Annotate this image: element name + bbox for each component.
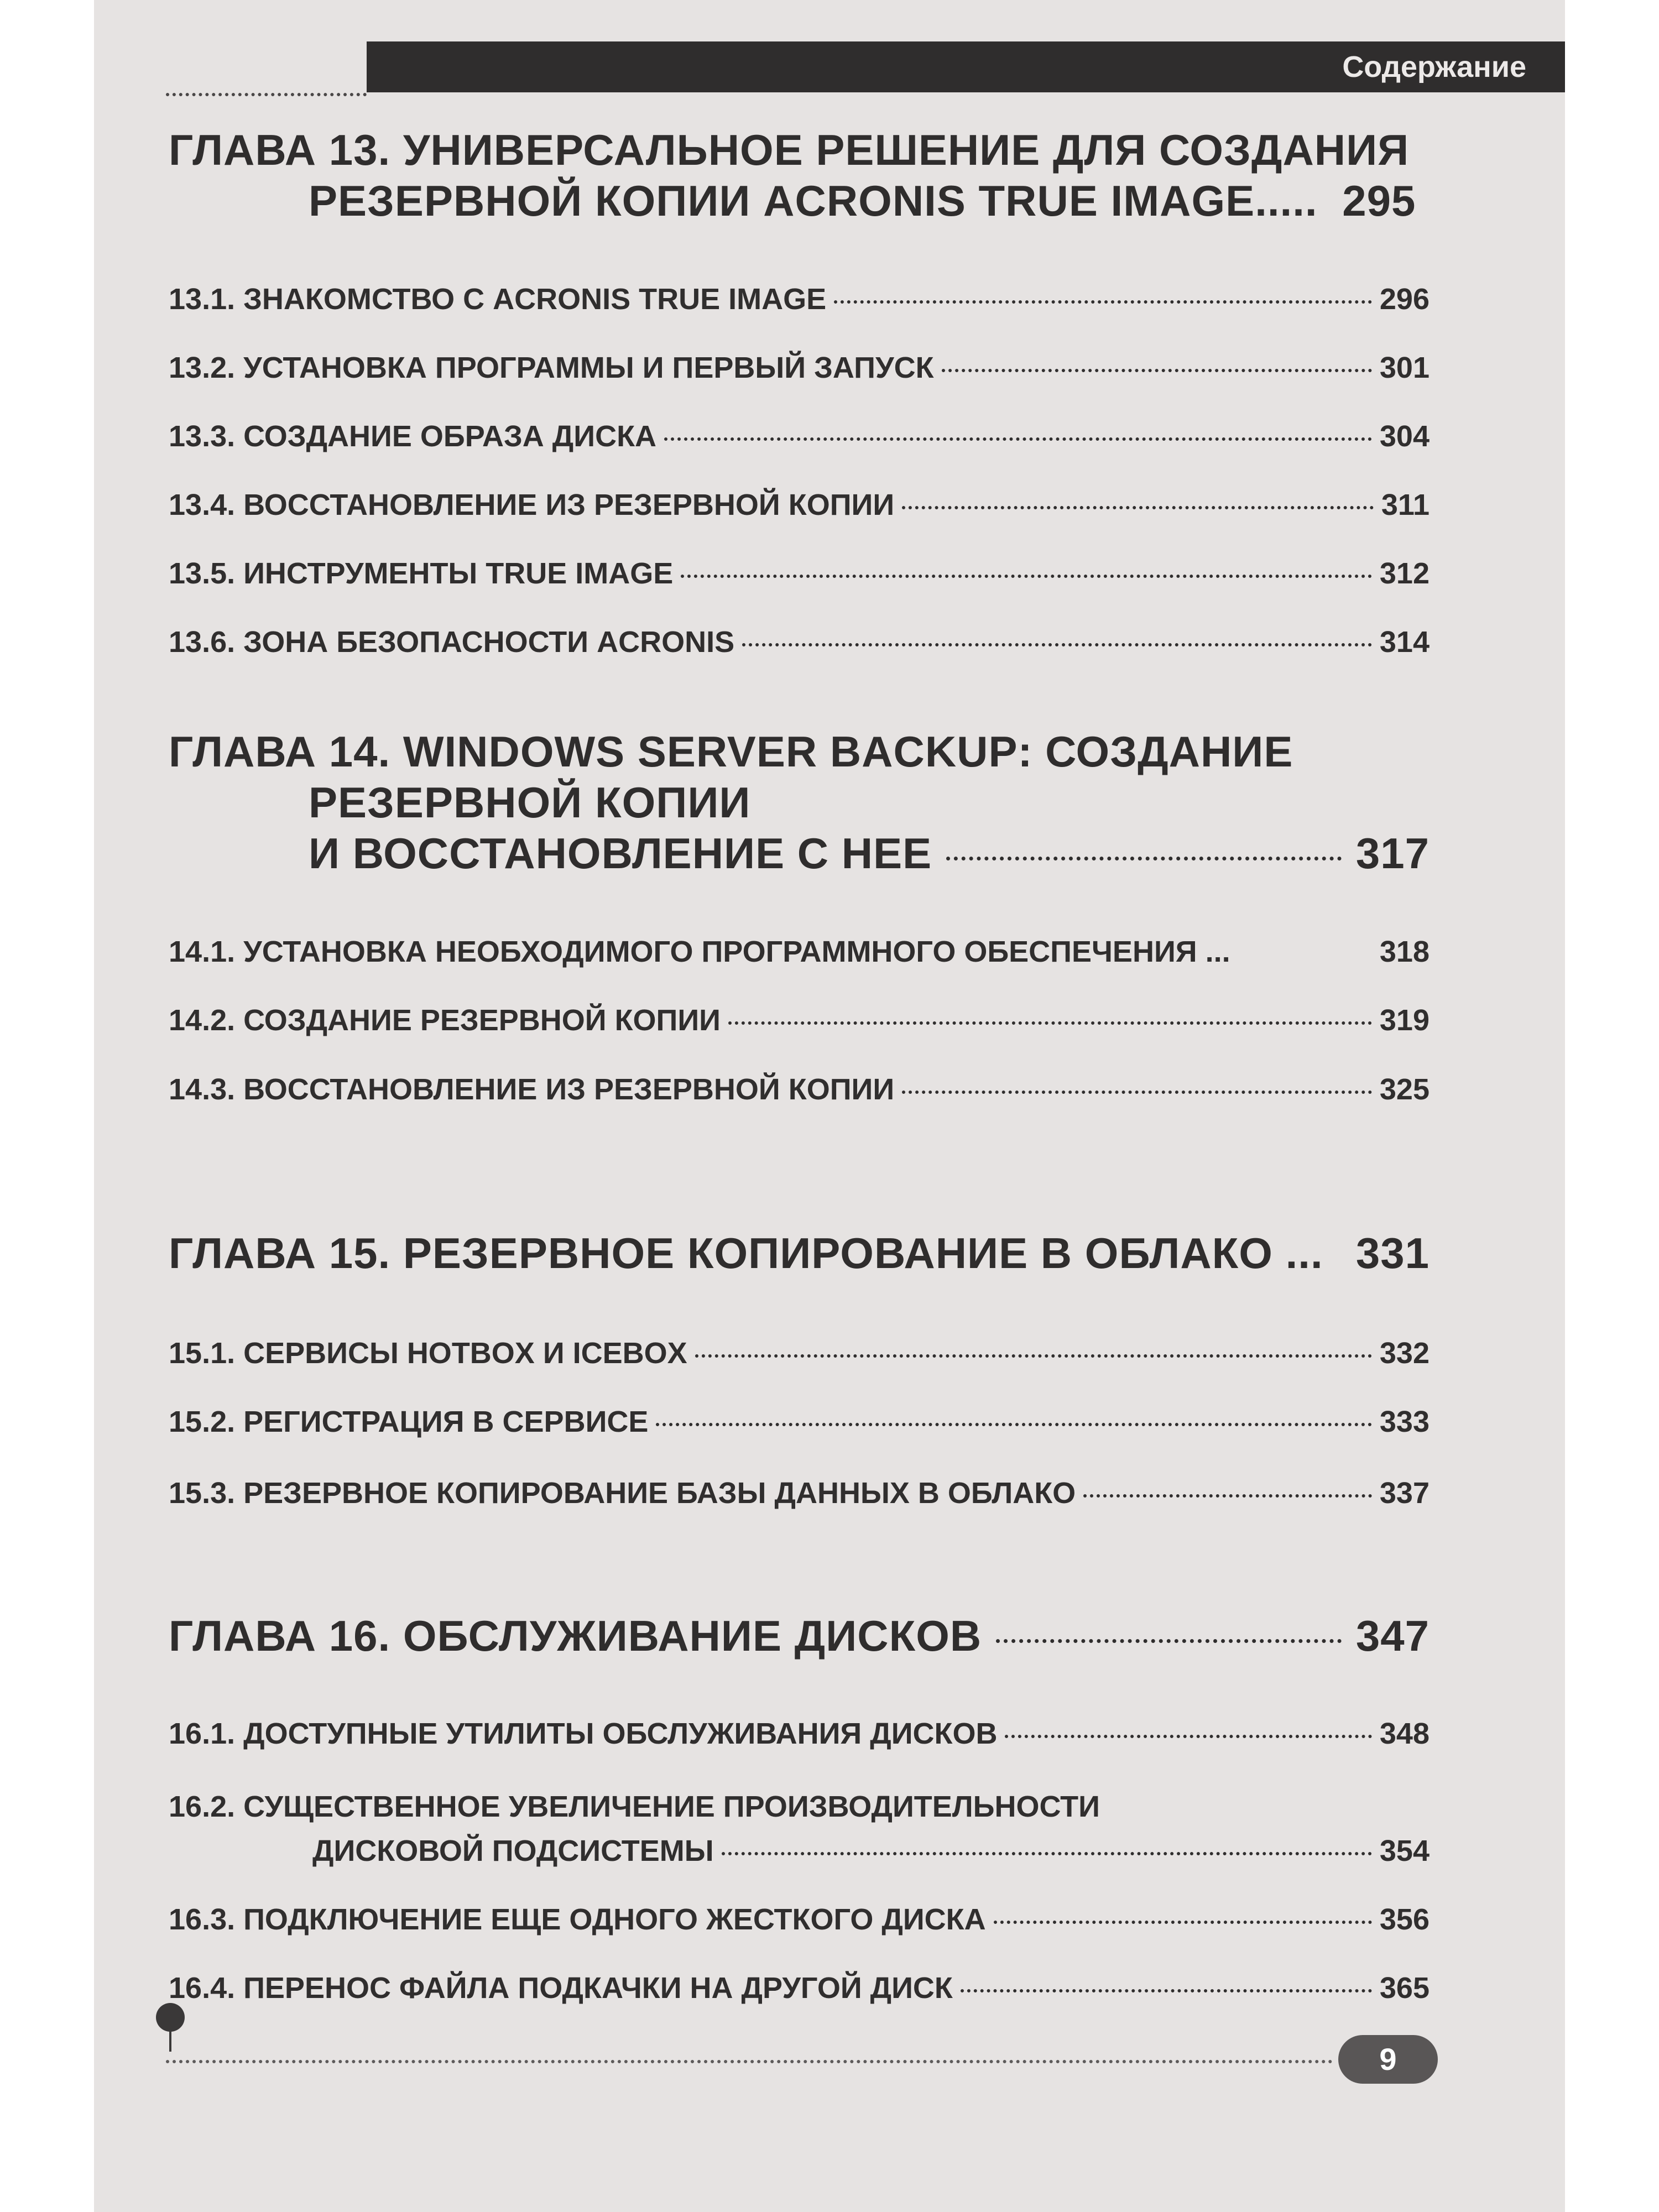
- toc-entry-label-continued: ДИСКОВОЙ ПОДСИСТЕМЫ: [312, 1834, 714, 1867]
- chapter-page-number: 317: [1355, 829, 1430, 878]
- running-header-title: Содержание: [1342, 50, 1526, 84]
- toc-entry-label: 13.2. УСТАНОВКА ПРОГРАММЫ И ПЕРВЫЙ ЗАПУСК: [169, 351, 934, 384]
- toc-entry-label: 15.1. СЕРВИСЫ HOTBOX И ICEBOX: [169, 1337, 687, 1370]
- leader-dots: [742, 643, 1372, 646]
- toc-entry: [169, 554, 1430, 593]
- toc-entry-label: 15.2. РЕГИСТРАЦИЯ В СЕРВИСЕ: [169, 1405, 649, 1438]
- toc-entry-page: 318: [1379, 935, 1430, 968]
- toc-entry-page: 325: [1379, 1073, 1430, 1106]
- chapter-page-number: 347: [1355, 1611, 1430, 1660]
- toc-entry-page: 312: [1379, 557, 1430, 590]
- chapter-heading-15: [169, 1228, 1430, 1279]
- chapter-heading-14: [169, 726, 1430, 879]
- leader-dots: [961, 1989, 1372, 1992]
- book-page: [94, 0, 1565, 2212]
- toc-entry-label: 13.5. ИНСТРУМЕНТЫ TRUE IMAGE: [169, 557, 674, 590]
- toc-entry-label: 16.1. ДОСТУПНЫЕ УТИЛИТЫ ОБСЛУЖИВАНИЯ ДИСКОВ: [169, 1717, 998, 1750]
- toc-entry-label: 16.4. ПЕРЕНОС ФАЙЛА ПОДКАЧКИ НА ДРУГОЙ ДИСК: [169, 1971, 953, 2005]
- toc-entry: [169, 1714, 1430, 1754]
- chapter-heading-13: [169, 124, 1430, 226]
- toc-entry: [169, 1333, 1430, 1373]
- toc-entry-page: 365: [1379, 1971, 1430, 2005]
- toc-entry-label: 14.2. СОЗДАНИЕ РЕЗЕРВНОЙ КОПИИ: [169, 1004, 721, 1037]
- chapter-title-line: ГЛАВА 16. ОБСЛУЖИВАНИЕ ДИСКОВ: [169, 1611, 982, 1660]
- toc-entry-label: 14.3. ВОССТАНОВЛЕНИЕ ИЗ РЕЗЕРВНОЙ КОПИИ: [169, 1073, 895, 1106]
- toc-entry-page: 348: [1379, 1717, 1430, 1750]
- toc-entry-label: 13.6. ЗОНА БЕЗОПАСНОСТИ ACRONIS: [169, 625, 735, 659]
- chapter-page-number: 331: [1355, 1229, 1430, 1277]
- toc-entry: [169, 932, 1430, 972]
- toc-entry: [169, 1900, 1430, 1939]
- footer-pin-icon: [156, 2003, 185, 2032]
- toc-entry-label: 13.3. СОЗДАНИЕ ОБРАЗА ДИСКА: [169, 420, 657, 453]
- chapter-title-line: ГЛАВА 15. РЕЗЕРВНОЕ КОПИРОВАНИЕ В ОБЛАКО ...: [169, 1229, 1323, 1277]
- toc-entry-page: 356: [1379, 1903, 1430, 1936]
- toc-entry: [169, 1070, 1430, 1109]
- footer-dotted-rule: [166, 2060, 1333, 2063]
- toc-entry: [169, 622, 1430, 662]
- toc-entry-page: 337: [1379, 1477, 1430, 1510]
- toc-entry-label: 15.3. РЕЗЕРВНОЕ КОПИРОВАНИЕ БАЗЫ ДАННЫХ В ОБЛАКО: [169, 1477, 1076, 1510]
- leader-dots: [902, 506, 1374, 509]
- toc-entry-page: 354: [1379, 1834, 1430, 1867]
- chapter-title-line-with-page: [169, 1228, 1430, 1279]
- toc-entry: [169, 1787, 1430, 1871]
- toc-entry: [169, 485, 1430, 525]
- chapter-title-line: РЕЗЕРВНОЙ КОПИИ: [309, 778, 751, 827]
- leader-dots: [994, 1921, 1372, 1924]
- leader-dots: [834, 300, 1372, 304]
- page-number-badge: 9: [1338, 2035, 1438, 2084]
- toc-entry-page: 314: [1379, 625, 1430, 659]
- toc-entry: [169, 416, 1430, 456]
- leader-dots: [664, 437, 1372, 441]
- chapter-title-line-with-page: [169, 828, 1430, 879]
- leader-dots: [1005, 1735, 1371, 1738]
- leader-dots: [681, 575, 1372, 578]
- running-header-bar: [367, 41, 1565, 92]
- toc-entry: [169, 279, 1430, 319]
- leader-dots: [722, 1852, 1372, 1855]
- toc-entry-label: 16.3. ПОДКЛЮЧЕНИЕ ЕЩЕ ОДНОГО ЖЕСТКОГО ДИСКА: [169, 1903, 986, 1936]
- leader-dots: [728, 1021, 1372, 1025]
- chapter-title-line: ГЛАВА 13. УНИВЕРСАЛЬНОЕ РЕШЕНИЕ ДЛЯ СОЗДАНИЯ: [169, 126, 1410, 174]
- leader-dots: [695, 1354, 1372, 1358]
- leader-dots: [996, 1639, 1342, 1643]
- toc-entry-page: 333: [1379, 1405, 1430, 1438]
- toc-entry-page: 304: [1379, 420, 1430, 453]
- toc-entry: [169, 1000, 1430, 1040]
- toc-entry-page: 319: [1379, 1004, 1430, 1037]
- toc-entry: [169, 348, 1430, 388]
- chapter-heading-16: [169, 1610, 1430, 1661]
- leader-dots: [946, 857, 1342, 860]
- toc-entry-page: 296: [1379, 283, 1430, 316]
- chapter-title-line: И ВОССТАНОВЛЕНИЕ С НЕЕ: [309, 829, 932, 878]
- toc-entry-label: 14.1. УСТАНОВКА НЕОБХОДИМОГО ПРОГРАММНОГО ОБЕСПЕЧЕНИЯ ...: [169, 935, 1230, 968]
- toc-entry-label: 13.1. ЗНАКОМСТВО С ACRONIS TRUE IMAGE: [169, 283, 827, 316]
- footer-pin-stem: [169, 2030, 171, 2052]
- toc-entry: [169, 1473, 1430, 1513]
- toc-entry-label: 16.2. СУЩЕСТВЕННОЕ УВЕЛИЧЕНИЕ ПРОИЗВОДИТЕЛЬНОСТИ: [169, 1790, 1100, 1823]
- header-dotted-rule: [166, 93, 367, 96]
- toc-entry-page: 332: [1379, 1337, 1430, 1370]
- toc-entry: [169, 1402, 1430, 1442]
- chapter-title-line-with-page: [169, 1610, 1430, 1661]
- chapter-title-line-with-page: [169, 175, 1430, 226]
- leader-dots: [656, 1423, 1371, 1426]
- toc-entry: [169, 1968, 1430, 2008]
- leader-dots: [902, 1091, 1372, 1094]
- toc-entry-page: 301: [1379, 351, 1430, 384]
- leader-dots: [942, 369, 1372, 372]
- toc-entry-label: 13.4. ВОССТАНОВЛЕНИЕ ИЗ РЕЗЕРВНОЙ КОПИИ: [169, 488, 895, 521]
- leader-dots: [1083, 1494, 1372, 1498]
- chapter-page-number: 295: [1342, 176, 1416, 225]
- chapter-title-line: ГЛАВА 14. WINDOWS SERVER BACKUP: СОЗДАНИЕ: [169, 727, 1293, 776]
- chapter-title-line: РЕЗЕРВНОЙ КОПИИ ACRONIS TRUE IMAGE.....: [309, 176, 1318, 225]
- toc-entry-page: 311: [1381, 488, 1430, 521]
